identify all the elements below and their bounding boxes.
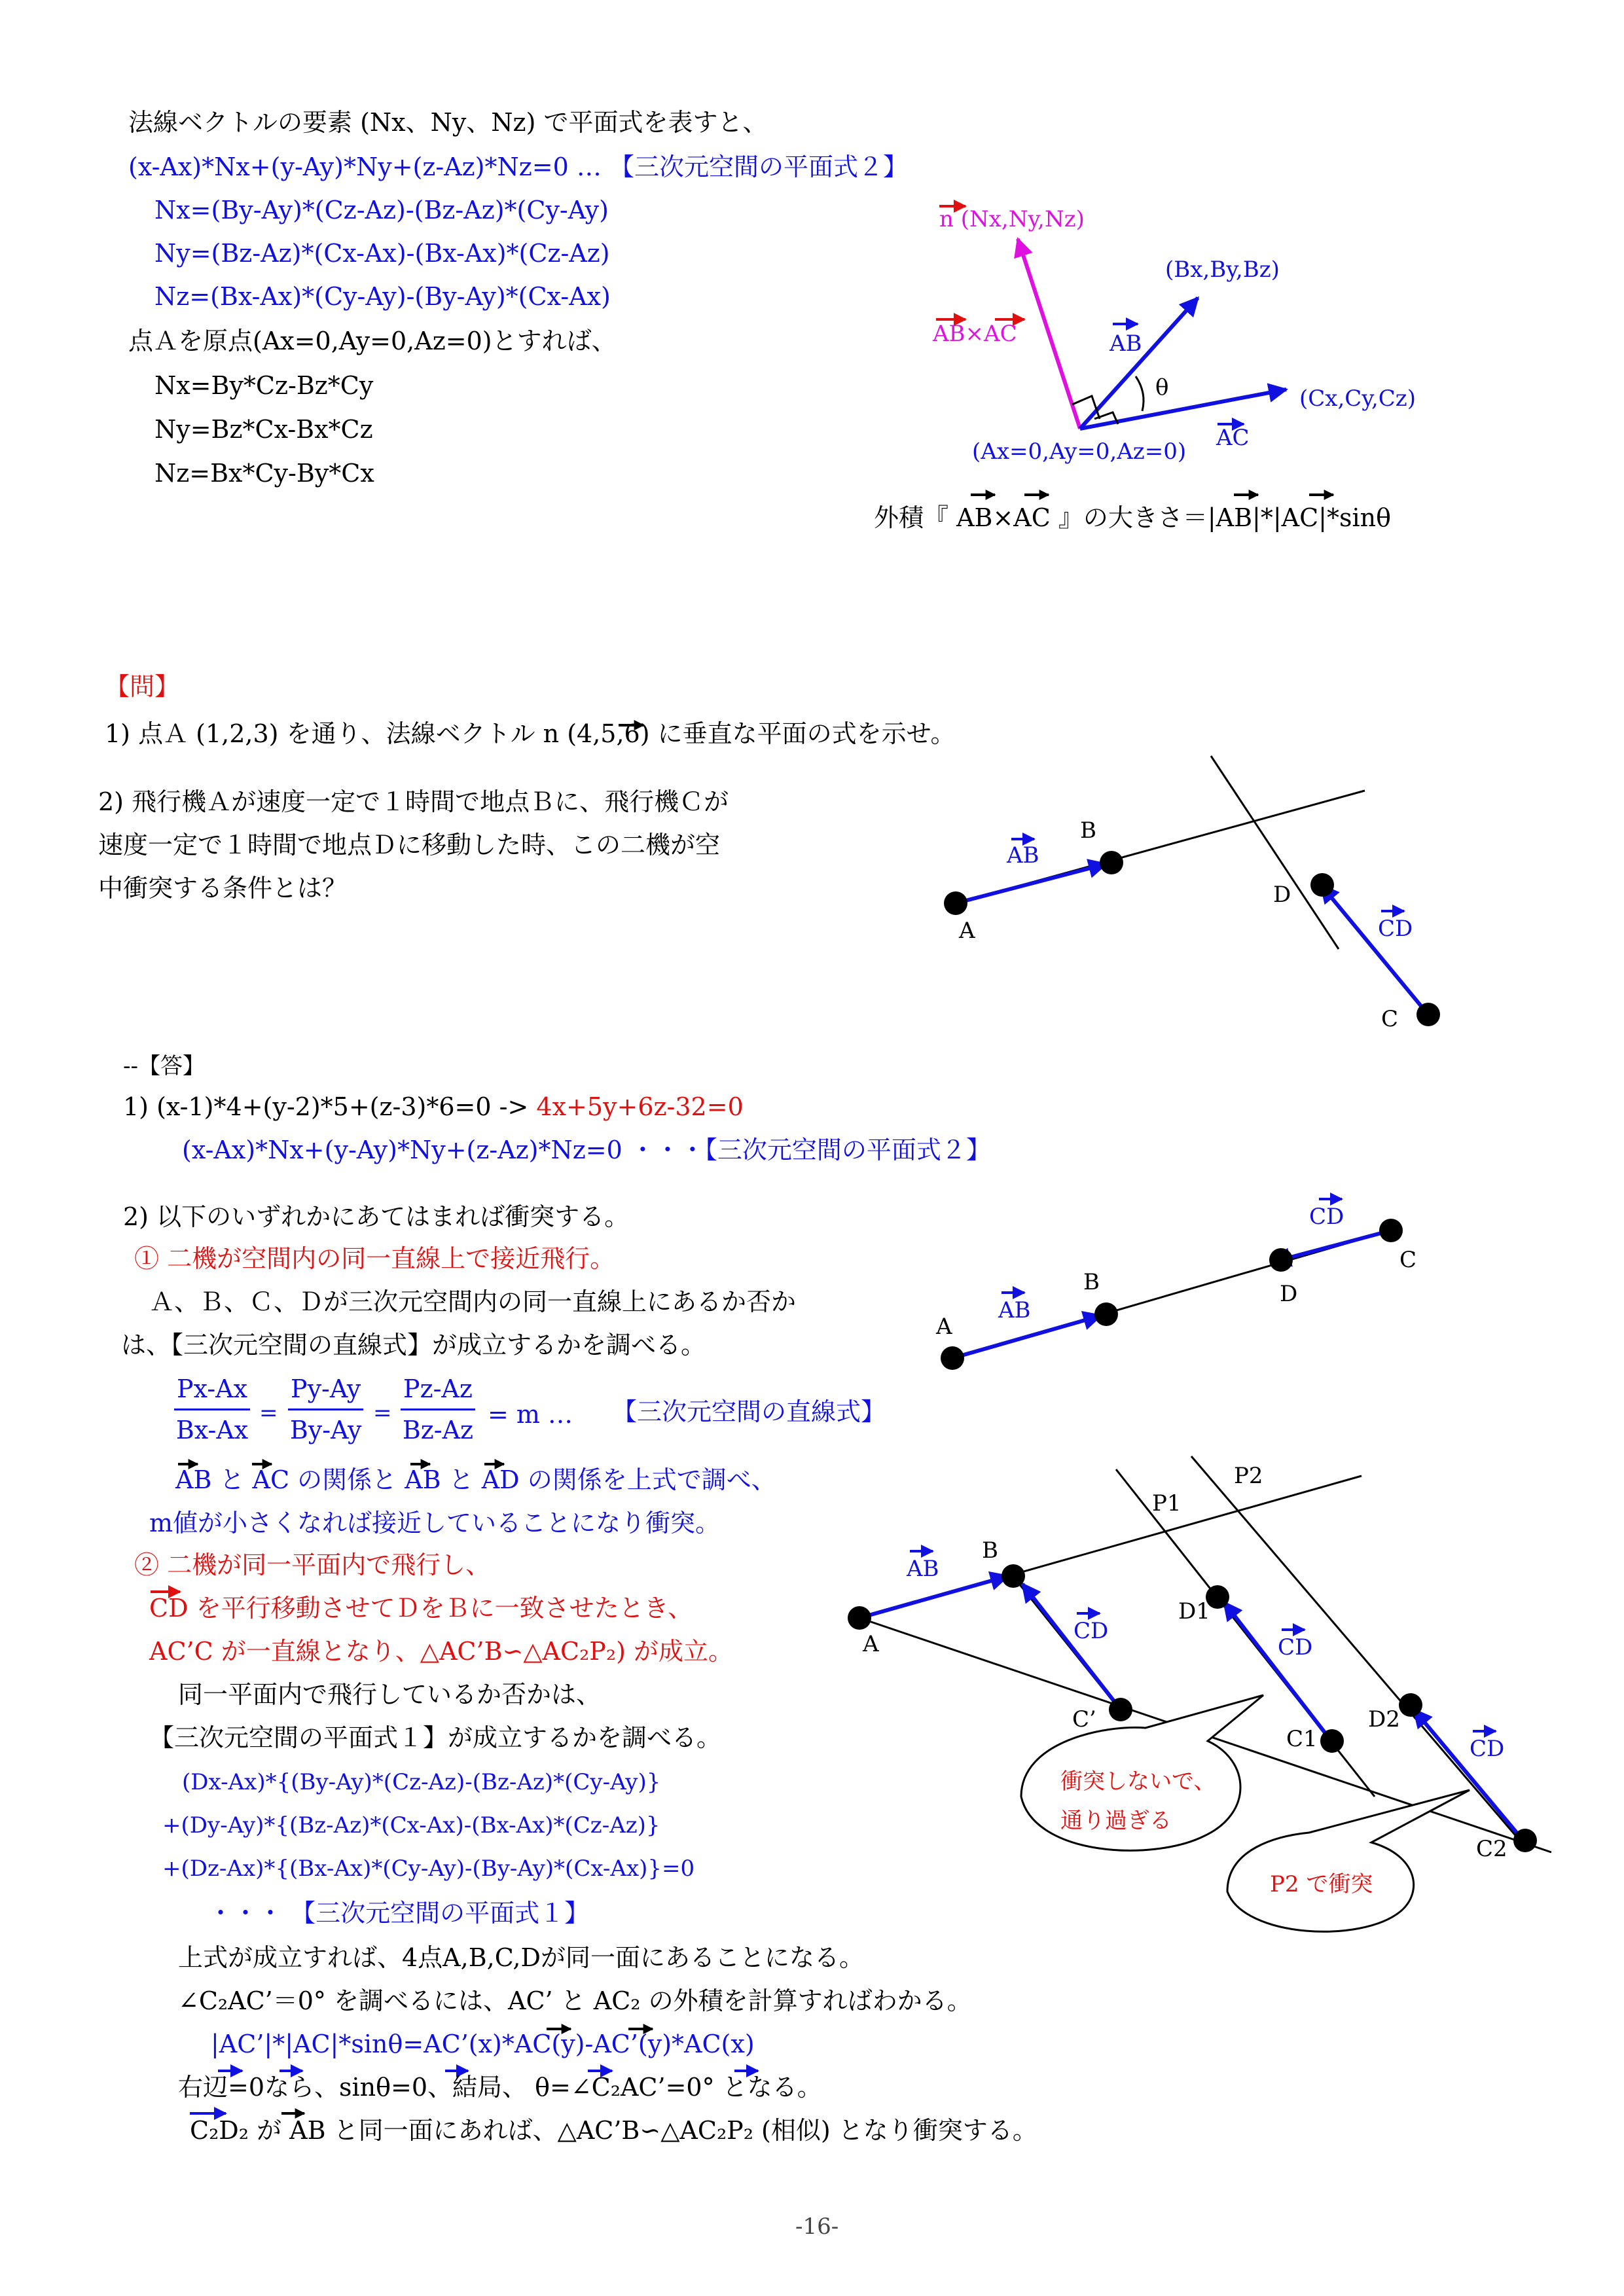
- answer-2-intro: 2) 以下のいずれかにあてはまれば衝突する。: [123, 1202, 630, 1231]
- theta-arc: [1136, 376, 1144, 411]
- fig3-cd-label: CD: [1309, 1204, 1344, 1230]
- fraction-x: $\frac{Px-Ax}{Bx-Ax}$: [174, 1374, 250, 1444]
- point-b-coords: (Bx,By,Bz): [1165, 257, 1280, 283]
- condition-2-line1: CD を平行移動させてＤをＢに一致させたとき、: [149, 1594, 693, 1623]
- plane-eq-line1: (Dx-Ax)*{(By-Ay)*(Cz-Az)-(Bz-Az)*(Cy-Ay)}: [182, 1769, 661, 1795]
- normal-vector-arrow: [1018, 239, 1080, 429]
- fig4-c2-label: C2: [1476, 1836, 1507, 1862]
- fig4-d1-label: D1: [1178, 1598, 1210, 1624]
- bubble-pass-line2: 通り過ぎる: [1060, 1808, 1172, 1834]
- question-1: 1) 点Ａ (1,2,3) を通り、法線ベクトル n (4,5,6) に垂直な平面の式を示せ。: [105, 719, 956, 748]
- fig3-c-label: C: [1399, 1247, 1417, 1273]
- fig2-b-label: B: [1080, 817, 1096, 844]
- fraction-y: $\frac{Py-Ay}{By-Ay}$: [288, 1374, 363, 1444]
- ac-label: AC: [1216, 425, 1250, 451]
- fig2-c-label: C: [1381, 1006, 1399, 1032]
- point-c-coords: (Cx,Cy,Cz): [1299, 386, 1416, 412]
- fig4-d2-label: D2: [1368, 1706, 1400, 1732]
- condition-1-line3: AB と AC の関係と AB と AD の関係を上式で調べ、: [175, 1465, 776, 1494]
- question-heading: 【問】: [105, 672, 180, 701]
- fig3-ab-label: AB: [998, 1297, 1031, 1323]
- condition-1-title: ① 二機が空間内の同一直線上で接近飛行。: [134, 1244, 615, 1273]
- nx-simplified: Nx=By*Cz-Bz*Cy: [154, 371, 374, 400]
- line-equation-ref: 【三次元空間の直線式】: [612, 1397, 886, 1426]
- condition-1-line4: m値が小さくなれば接近していることになり衝突。: [149, 1509, 721, 1537]
- question-2-line2: 速度一定で１時間で地点Ｄに移動した時、この二機が空: [98, 831, 721, 859]
- fig4-cd-label-1: CD: [1074, 1618, 1109, 1644]
- c1-d1-arrow: [1224, 1602, 1329, 1738]
- fig4-c1-label: C1: [1286, 1726, 1318, 1752]
- bubble-pass-line1: 衝突しないで、: [1060, 1768, 1216, 1795]
- origin-coords: (Ax=0,Ay=0,Az=0): [972, 439, 1187, 465]
- question-2-line3: 中衝突する条件とは？: [98, 874, 348, 903]
- theta-label: θ: [1155, 374, 1169, 401]
- fig3-b-label: B: [1083, 1269, 1100, 1295]
- point-a: [944, 891, 967, 915]
- conclusion-5: C₂D₂ が AB と同一面にあれば、△AC’B∽△AC₂P₂ (相似) となり衝突する。: [190, 2116, 1038, 2145]
- answer-heading: --【答】: [123, 1053, 205, 1079]
- answer-1-reference: (x-Ax)*Nx+(y-Ay)*Ny+(z-Az)*Nz=0 ・・・【三次元空間の平面式２】: [182, 1136, 991, 1164]
- question-2-line1: 2) 飛行機Ａが速度一定で１時間で地点Ｂに、飛行機Ｃが: [98, 787, 729, 816]
- cd-arrow: [1321, 885, 1427, 1013]
- fig4-cd-label-3: CD: [1470, 1736, 1505, 1762]
- ny-simplified: Ny=Bz*Cx-Bx*Cz: [154, 415, 373, 444]
- answer-1-result: 4x+5y+6z-32=0: [536, 1092, 744, 1121]
- answer-1: 1) (x-1)*4+(y-2)*5+(z-3)*6=0 -> 4x+5y+6z-32=0: [123, 1092, 744, 1121]
- c2-d2-arrow: [1414, 1710, 1520, 1837]
- condition-2-title: ② 二機が同一平面内で飛行し、: [134, 1551, 491, 1579]
- condition-1-line2: は、【三次元空間の直線式】が成立するかを調べる。: [121, 1331, 706, 1359]
- point-d: [1310, 873, 1334, 897]
- fig4-ab-label: AB: [907, 1556, 939, 1582]
- fig4-p2-label: P2: [1234, 1463, 1263, 1489]
- nx-formula: Nx=(By-Ay)*(Cz-Az)-(Bz-Az)*(Cy-Ay): [154, 196, 609, 224]
- conclusion-4: 右辺=0なら、sinθ=0、結局、 θ=∠C₂AC’=0° となる。: [178, 2073, 822, 2102]
- coplanar-figure: [848, 1456, 1551, 1931]
- condition-2-line4: 【三次元空間の平面式１】が成立するかを調べる。: [149, 1723, 722, 1752]
- ab-label: AB: [1110, 331, 1142, 357]
- condition-1-line1: Ａ、Ｂ、Ｃ、Ｄが三次元空間内の同一直線上にあるか否か: [149, 1287, 797, 1316]
- ny-formula: Ny=(Bz-Az)*(Cx-Ax)-(Bx-Ax)*(Cz-Az): [154, 239, 610, 268]
- fig2-a-label: A: [959, 918, 975, 944]
- plane-eq-line3: +(Dz-Ax)*{(Bx-Ax)*(Cy-Ay)-(By-Ay)*(Cx-Ax)}=0: [162, 1856, 695, 1882]
- ab-arrow: [956, 864, 1106, 903]
- plane-equation-2: (x-Ax)*Nx+(y-Ay)*Ny+(z-Az)*Nz=0 … 【三次元空間の平面式２】: [128, 152, 908, 181]
- bubble-collide-text: P2 で衝突: [1270, 1871, 1373, 1897]
- fig3-a-label: A: [936, 1314, 952, 1340]
- fig3-d-label: D: [1280, 1281, 1298, 1307]
- question-figure: [944, 756, 1440, 1026]
- plane-eq-ref: ・・・ 【三次元空間の平面式１】: [208, 1899, 590, 1928]
- fig4-b-label: B: [982, 1537, 998, 1564]
- point-c: [1416, 1003, 1440, 1026]
- m-tail: = m …: [488, 1400, 573, 1429]
- origin-text: 点Ａを原点(Ax=0,Ay=0,Az=0)とすれば、: [128, 327, 617, 355]
- conclusion-2: ∠C₂AC’＝0° を調べるには、AC’ と AC₂ の外積を計算すればわかる。: [178, 1986, 972, 2015]
- fraction-z: $\frac{Pz-Az}{Bz-Az}$: [401, 1374, 475, 1444]
- nz-simplified: Nz=Bx*Cy-By*Cx: [154, 459, 374, 488]
- fig4-p1-label: P1: [1152, 1490, 1182, 1516]
- fig2-ab-label: AB: [1007, 842, 1039, 869]
- conclusion-1: 上式が成立すれば、4点A,B,C,Dが同一面にあることになる。: [178, 1943, 864, 1972]
- intro-text: 法線ベクトルの要素 (Nx、Ny、Nz) で平面式を表すと、: [128, 108, 768, 137]
- conclusion-3: |AC’|*|AC|*sinθ=AC’(x)*AC(y)-AC’(y)*AC(x): [211, 2030, 755, 2058]
- fig4-a-label: A: [863, 1631, 879, 1657]
- cross-product-label: AB×AC: [933, 321, 1017, 347]
- plane-eq-line2: +(Dy-Ay)*{(Bz-Az)*(Cx-Ax)-(Bx-Ax)*(Cz-Az)}: [162, 1812, 660, 1839]
- fig4-cd-label-2: CD: [1278, 1634, 1313, 1660]
- fig2-cd-label: CD: [1378, 916, 1413, 942]
- point-b: [1100, 851, 1123, 874]
- fig4-cprime-label: C’: [1072, 1706, 1096, 1732]
- normal-vector-label: n (Nx,Ny,Nz): [939, 206, 1085, 232]
- condition-2-line2: AC’C が一直線となり、△AC’B∽△AC₂P₂) が成立。: [149, 1637, 734, 1666]
- condition-2-line3: 同一平面内で飛行しているか否かは、: [178, 1680, 602, 1709]
- fig2-d-label: D: [1273, 882, 1291, 908]
- ab-arrow: [859, 1576, 1008, 1618]
- cross-product-caption: 外積『 AB×AC 』の大きさ＝|AB|*|AC|*sinθ: [874, 503, 1391, 532]
- nz-formula: Nz=(Bx-Ax)*(Cy-Ay)-(By-Ay)*(Cx-Ax): [154, 282, 611, 311]
- page-number: -16-: [795, 2214, 839, 2240]
